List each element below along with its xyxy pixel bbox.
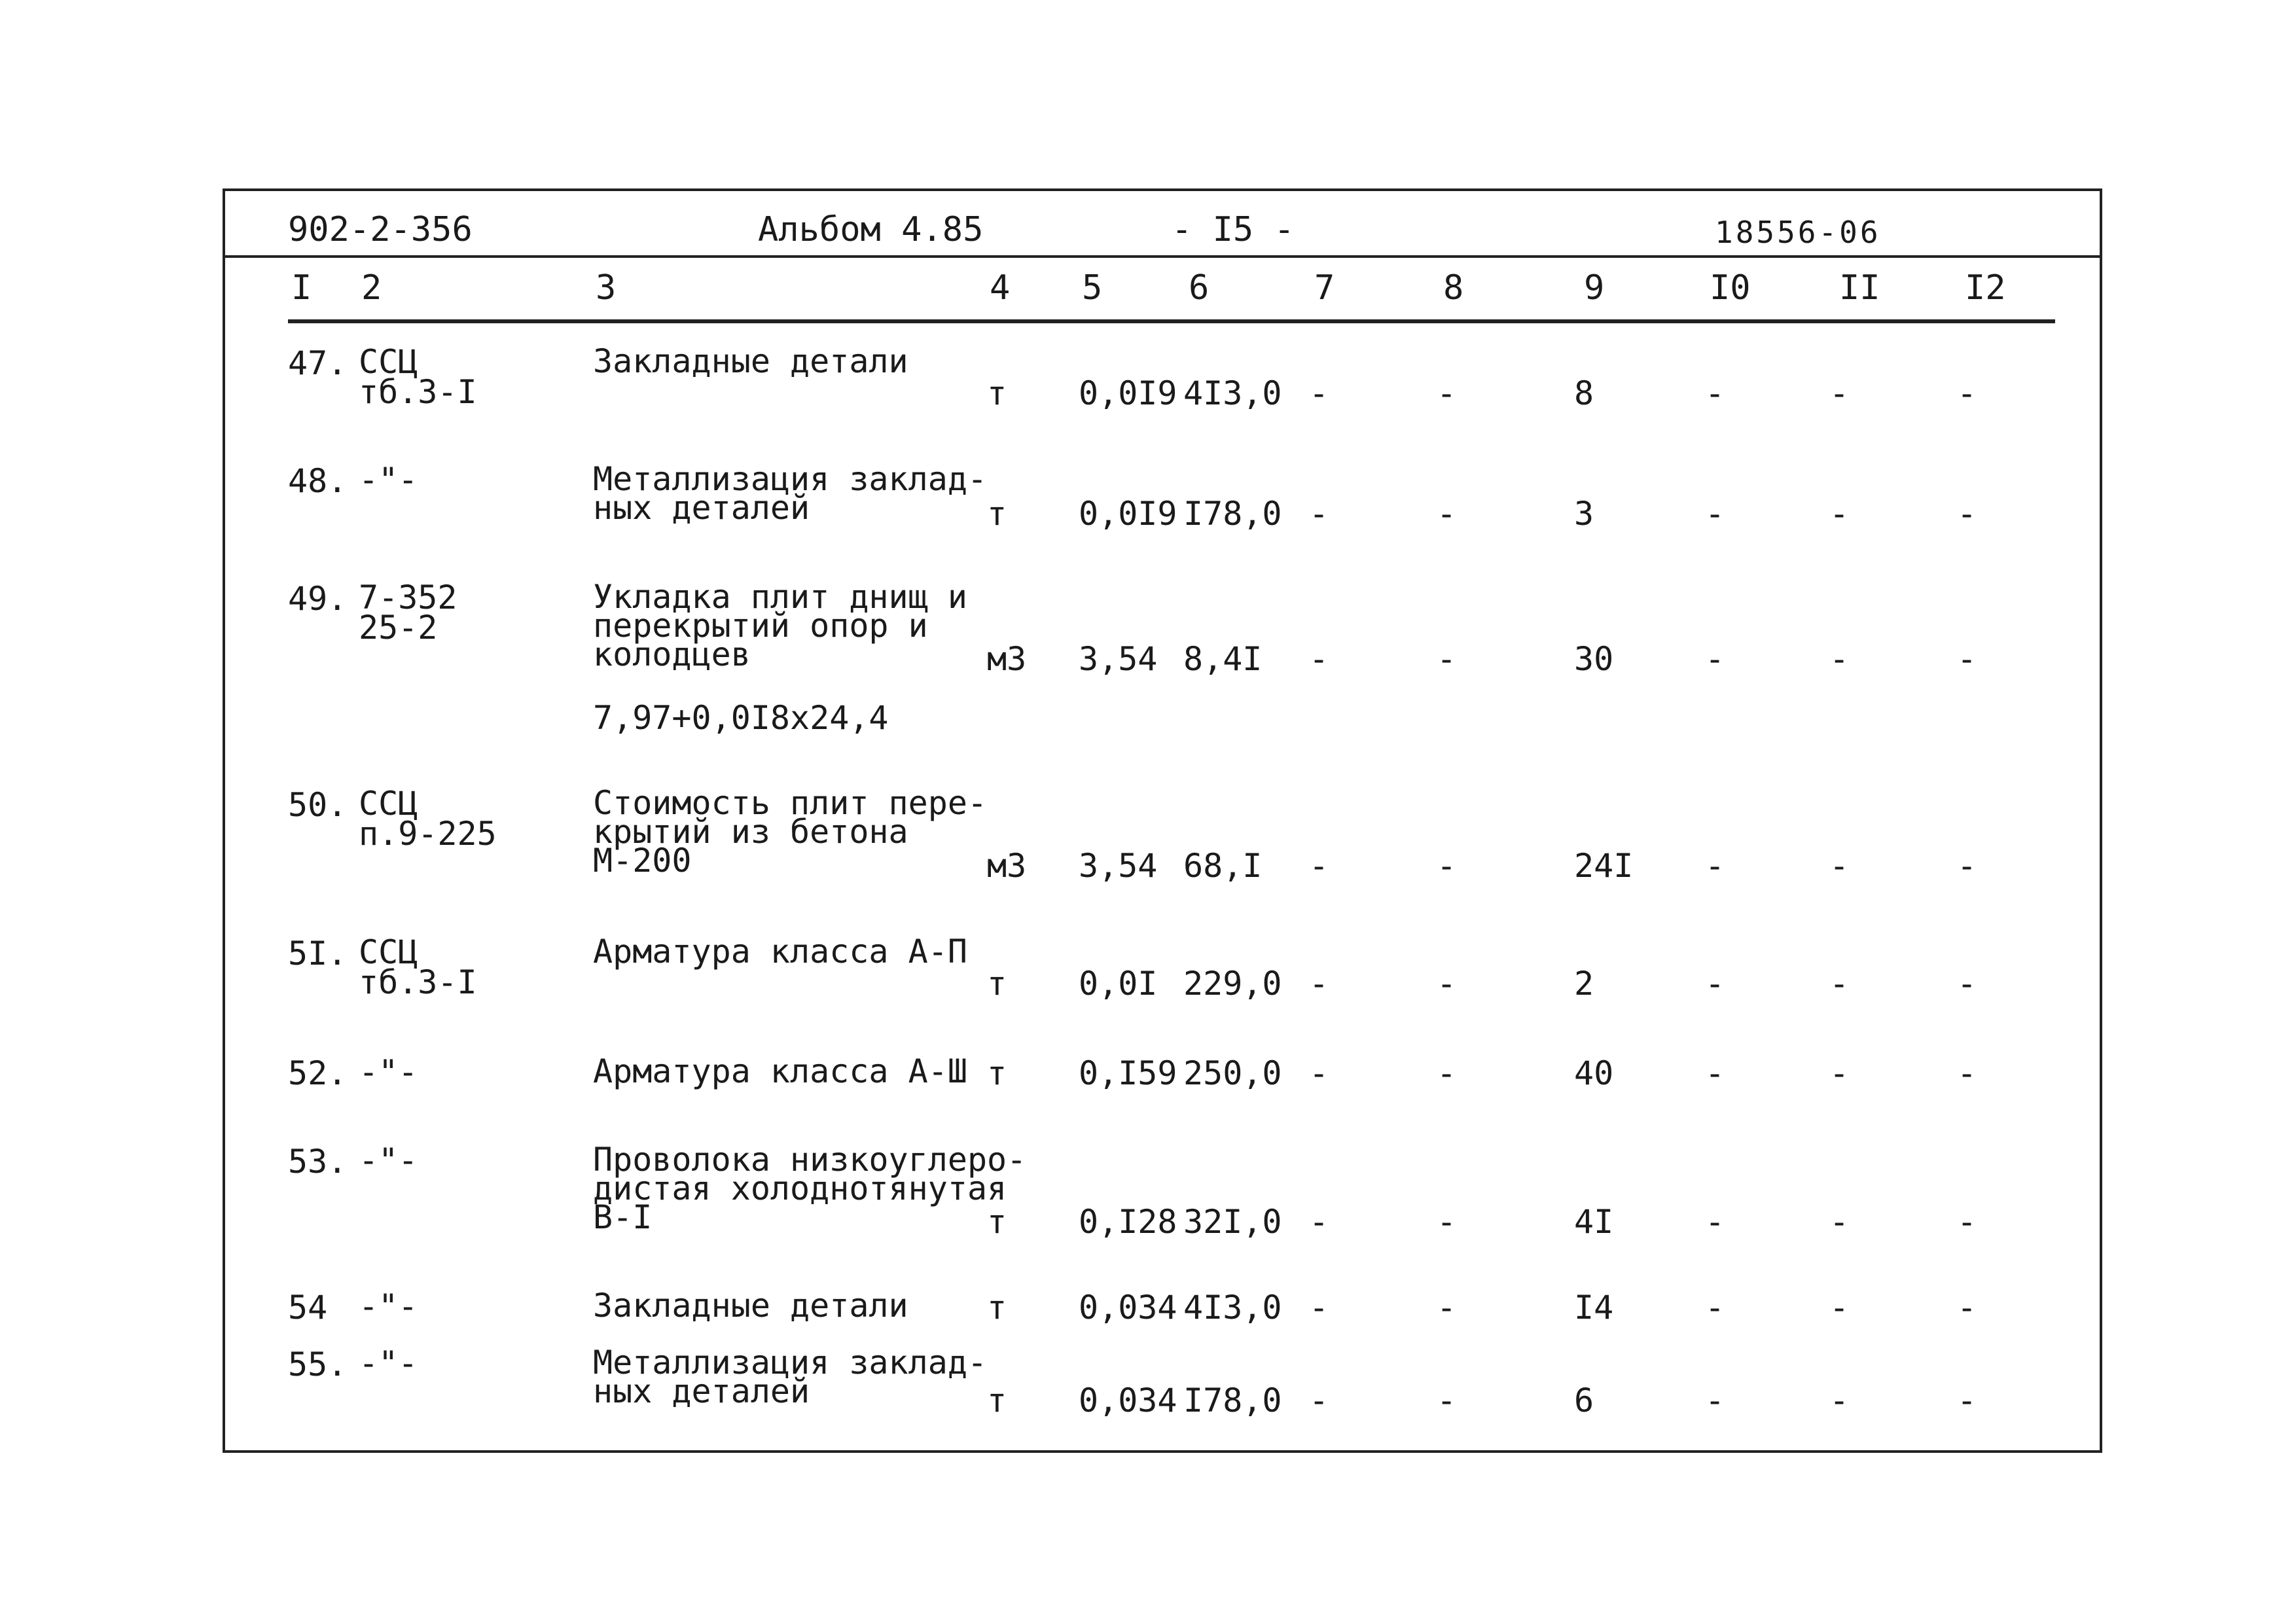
row-col10: - [1705, 495, 1725, 533]
row-col7: - [1309, 1382, 1329, 1419]
row-total: 40 [1574, 1054, 1614, 1092]
row-col11: - [1829, 1054, 1850, 1092]
row-price: 32I,0 [1183, 1203, 1282, 1241]
row-total: 8 [1574, 374, 1594, 412]
row-col7: - [1309, 495, 1329, 533]
column-header-divider [288, 319, 2055, 323]
row-price: 68,I [1183, 847, 1263, 885]
row-col7: - [1309, 1054, 1329, 1092]
row-quantity: 0,0I9 [1079, 495, 1177, 533]
row-number: 54 [288, 1289, 328, 1327]
row-code: -"- [359, 461, 418, 499]
row-col7: - [1309, 640, 1329, 678]
row-quantity: 0,034 [1079, 1289, 1177, 1327]
row-col7: - [1309, 965, 1329, 1003]
row-col8: - [1437, 640, 1457, 678]
row-col8: - [1437, 1382, 1457, 1419]
row-col12: - [1957, 1054, 1977, 1092]
column-header-9: 9 [1584, 268, 1605, 308]
row-unit: м3 [987, 847, 1027, 885]
row-col10: - [1705, 847, 1725, 885]
row-col8: - [1437, 1289, 1457, 1327]
row-code: 7-352 25-2 [359, 579, 457, 647]
row-total: 24I [1574, 847, 1634, 885]
row-code: ССЦ п.9-225 [359, 785, 497, 853]
row-col12: - [1957, 374, 1977, 412]
column-header-2: 2 [361, 268, 382, 308]
row-col8: - [1437, 847, 1457, 885]
row-number: 55. [288, 1346, 348, 1383]
row-col8: - [1437, 1054, 1457, 1092]
row-price: 8,4I [1183, 640, 1263, 678]
row-col11: - [1829, 374, 1850, 412]
column-header-1: I [291, 268, 312, 308]
row-col11: - [1829, 1203, 1850, 1241]
row-total: 6 [1574, 1382, 1594, 1419]
row-number: 49. [288, 580, 348, 618]
row-price: 229,0 [1183, 965, 1282, 1003]
column-header-8: 8 [1443, 268, 1464, 308]
row-col12: - [1957, 847, 1977, 885]
column-header-11: II [1839, 268, 1880, 308]
row-quantity: 3,54 [1079, 847, 1158, 885]
row-code: -"- [359, 1141, 418, 1179]
row-description: Закладные детали [593, 1287, 908, 1325]
row-number: 47. [288, 344, 348, 382]
row-description: Стоимость плит пере- крытий из бетона М-200 [593, 784, 988, 880]
row-col10: - [1705, 374, 1725, 412]
row-total: 2 [1574, 965, 1594, 1003]
row-total: 4I [1574, 1203, 1614, 1241]
column-header-7: 7 [1314, 268, 1335, 308]
row-col11: - [1829, 847, 1850, 885]
row-col11: - [1829, 495, 1850, 533]
row-code: -"- [359, 1287, 418, 1325]
row-number: 52. [288, 1054, 348, 1092]
row-description: Металлизация заклад- ных деталей [593, 460, 988, 527]
row-col7: - [1309, 847, 1329, 885]
row-col12: - [1957, 495, 1977, 533]
row-col7: - [1309, 1289, 1329, 1327]
row-col8: - [1437, 374, 1457, 412]
row-price: 250,0 [1183, 1054, 1282, 1092]
column-header-12: I2 [1965, 268, 2006, 308]
album-label: Альбом 4.85 [758, 210, 984, 249]
row-price: I78,0 [1183, 1382, 1282, 1419]
column-header-6: 6 [1189, 268, 1210, 308]
row-price: 4I3,0 [1183, 374, 1282, 412]
row-col11: - [1829, 1289, 1850, 1327]
row-total: 30 [1574, 640, 1614, 678]
row-quantity: 0,I59 [1079, 1054, 1177, 1092]
row-col10: - [1705, 1289, 1725, 1327]
row-col10: - [1705, 1382, 1725, 1419]
row-description: Металлизация заклад- ных деталей [593, 1344, 988, 1410]
column-header-5: 5 [1082, 268, 1103, 308]
row-quantity: 3,54 [1079, 640, 1158, 678]
column-header-4: 4 [990, 268, 1011, 308]
row-number: 48. [288, 462, 348, 500]
row-col10: - [1705, 965, 1725, 1003]
row-description: Укладка плит днищ и перекрытий опор и колодцев [593, 578, 967, 673]
row-unit: т [987, 374, 1007, 412]
row-col10: - [1705, 640, 1725, 678]
row-col12: - [1957, 1203, 1977, 1241]
row-col8: - [1437, 1203, 1457, 1241]
row-code: -"- [359, 1344, 418, 1382]
row-col12: - [1957, 640, 1977, 678]
row-quantity: 0,I28 [1079, 1203, 1177, 1241]
column-header-10: I0 [1710, 268, 1751, 308]
row-quantity: 0,034 [1079, 1382, 1177, 1419]
row-number: 50. [288, 786, 348, 824]
row-col12: - [1957, 1289, 1977, 1327]
row-col10: - [1705, 1054, 1725, 1092]
page-number: - I5 - [1172, 210, 1295, 249]
row-calculation: 7,97+0,0I8x24,4 [593, 699, 889, 737]
row-total: I4 [1574, 1289, 1614, 1327]
row-number: 53. [288, 1143, 348, 1181]
row-unit: т [987, 495, 1007, 533]
header-divider [223, 255, 2102, 258]
row-col12: - [1957, 965, 1977, 1003]
row-quantity: 0,0I [1079, 965, 1158, 1003]
row-code: ССЦ тб.3-I [359, 343, 477, 411]
row-unit: т [987, 965, 1007, 1003]
row-description: Закладные детали [593, 342, 908, 380]
row-quantity: 0,0I9 [1079, 374, 1177, 412]
row-unit: т [987, 1382, 1007, 1419]
row-col7: - [1309, 374, 1329, 412]
row-unit: т [987, 1203, 1007, 1241]
row-price: I78,0 [1183, 495, 1282, 533]
doc-code: 902-2-356 [288, 210, 473, 249]
row-col8: - [1437, 495, 1457, 533]
row-unit: т [987, 1054, 1007, 1092]
column-header-3: 3 [596, 268, 617, 308]
row-number: 5I. [288, 935, 348, 972]
row-description: Проволока низкоуглеро- дистая холоднотянутая В-I [593, 1141, 1027, 1236]
row-col12: - [1957, 1382, 1977, 1419]
row-col8: - [1437, 965, 1457, 1003]
row-code: ССЦ тб.3-I [359, 933, 477, 1001]
row-total: 3 [1574, 495, 1594, 533]
row-unit: м3 [987, 640, 1027, 678]
row-col11: - [1829, 965, 1850, 1003]
row-col7: - [1309, 1203, 1329, 1241]
row-description: Арматура класса А-Ш [593, 1052, 967, 1090]
row-unit: т [987, 1289, 1007, 1327]
row-description: Арматура класса А-П [593, 933, 967, 971]
row-col11: - [1829, 640, 1850, 678]
row-code: -"- [359, 1053, 418, 1091]
row-price: 4I3,0 [1183, 1289, 1282, 1327]
row-col11: - [1829, 1382, 1850, 1419]
sheet-id: 18556-06 [1715, 215, 1881, 250]
row-col10: - [1705, 1203, 1725, 1241]
